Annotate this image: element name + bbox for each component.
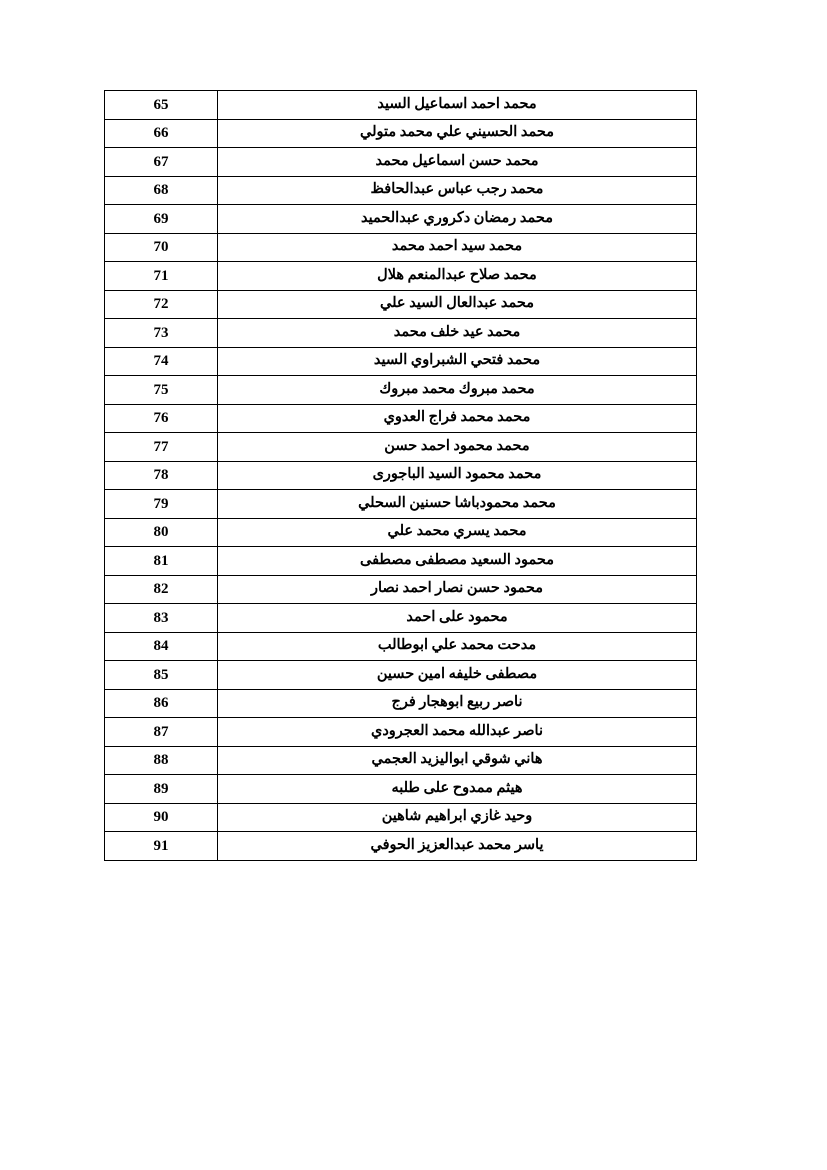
table-cell-name: محمد محمودباشا حسنين السحلي (218, 490, 697, 519)
table-cell-number: 88 (105, 746, 218, 775)
table-cell-number: 77 (105, 433, 218, 462)
names-table-container (131, 90, 697, 861)
table-row (105, 347, 697, 376)
table-row (105, 433, 697, 462)
table-row (105, 290, 697, 319)
table-cell-number: 70 (105, 233, 218, 262)
table-row (105, 91, 697, 120)
table-cell-name: محمد رجب عباس عبدالحافظ (218, 176, 697, 205)
table-cell-number: 69 (105, 205, 218, 234)
table-cell-number: 89 (105, 775, 218, 804)
table-cell-name: محمد حسن اسماعيل محمد (218, 148, 697, 177)
table-cell-number: 72 (105, 290, 218, 319)
table-cell-name: محمد رمضان دكروري عبدالحميد (218, 205, 697, 234)
table-row (105, 376, 697, 405)
table-row (105, 518, 697, 547)
table-cell-name: محمد محمود احمد حسن (218, 433, 697, 462)
table-row (105, 490, 697, 519)
table-cell-name: ناصر عبدالله محمد العجرودي (218, 718, 697, 747)
table-cell-name: هاني شوقي ابواليزيد العجمي (218, 746, 697, 775)
table-cell-number: 75 (105, 376, 218, 405)
table-row (105, 803, 697, 832)
table-row (105, 404, 697, 433)
table-cell-name: محمد عبدالعال السيد علي (218, 290, 697, 319)
table-cell-name: مصطفى خليفه امين حسين (218, 661, 697, 690)
table-cell-name: محمد محمود السيد الباجورى (218, 461, 697, 490)
table-cell-number: 86 (105, 689, 218, 718)
table-row (105, 689, 697, 718)
table-cell-name: محمد سيد احمد محمد (218, 233, 697, 262)
table-cell-name: محمد فتحي الشبراوي السيد (218, 347, 697, 376)
table-cell-number: 80 (105, 518, 218, 547)
table-row (105, 119, 697, 148)
table-row (105, 148, 697, 177)
table-row (105, 461, 697, 490)
table-cell-name: ناصر ربيع ابوهجار فرج (218, 689, 697, 718)
table-cell-number: 71 (105, 262, 218, 291)
table-row (105, 176, 697, 205)
table-cell-number: 81 (105, 547, 218, 576)
table-row (105, 262, 697, 291)
table-cell-number: 87 (105, 718, 218, 747)
table-row (105, 661, 697, 690)
names-table-body (105, 91, 697, 861)
table-cell-name: محمد مبروك محمد مبروك (218, 376, 697, 405)
table-row (105, 205, 697, 234)
table-cell-number: 66 (105, 119, 218, 148)
table-cell-number: 78 (105, 461, 218, 490)
table-cell-number: 73 (105, 319, 218, 348)
table-cell-name: محمد محمد فراج العدوي (218, 404, 697, 433)
table-row (105, 718, 697, 747)
table-cell-number: 83 (105, 604, 218, 633)
table-row (105, 746, 697, 775)
table-cell-number: 79 (105, 490, 218, 519)
table-row (105, 575, 697, 604)
table-cell-number: 82 (105, 575, 218, 604)
table-cell-name: محمد احمد اسماعيل السيد (218, 91, 697, 120)
table-cell-name: محمود السعيد مصطفى مصطفى (218, 547, 697, 576)
table-row (105, 632, 697, 661)
names-table (104, 90, 697, 861)
table-cell-name: ياسر محمد عبدالعزيز الحوفي (218, 832, 697, 861)
table-cell-name: محمد يسري محمد علي (218, 518, 697, 547)
table-row (105, 832, 697, 861)
table-cell-name: هيثم ممدوح على طلبه (218, 775, 697, 804)
table-row (105, 233, 697, 262)
table-cell-number: 74 (105, 347, 218, 376)
table-row (105, 775, 697, 804)
table-row (105, 604, 697, 633)
table-cell-number: 68 (105, 176, 218, 205)
table-cell-name: مدحت محمد علي ابوطالب (218, 632, 697, 661)
table-cell-name: محمد الحسيني علي محمد متولي (218, 119, 697, 148)
table-cell-number: 76 (105, 404, 218, 433)
table-cell-number: 91 (105, 832, 218, 861)
table-cell-number: 84 (105, 632, 218, 661)
table-row (105, 319, 697, 348)
table-row (105, 547, 697, 576)
table-cell-number: 65 (105, 91, 218, 120)
table-cell-name: محمد صلاح عبدالمنعم هلال (218, 262, 697, 291)
table-cell-name: محمود حسن نصار احمد نصار (218, 575, 697, 604)
table-cell-number: 90 (105, 803, 218, 832)
table-cell-number: 85 (105, 661, 218, 690)
table-cell-number: 67 (105, 148, 218, 177)
table-cell-name: محمود على احمد (218, 604, 697, 633)
table-cell-name: وحيد غازي ابراهيم شاهين (218, 803, 697, 832)
table-cell-name: محمد عيد خلف محمد (218, 319, 697, 348)
